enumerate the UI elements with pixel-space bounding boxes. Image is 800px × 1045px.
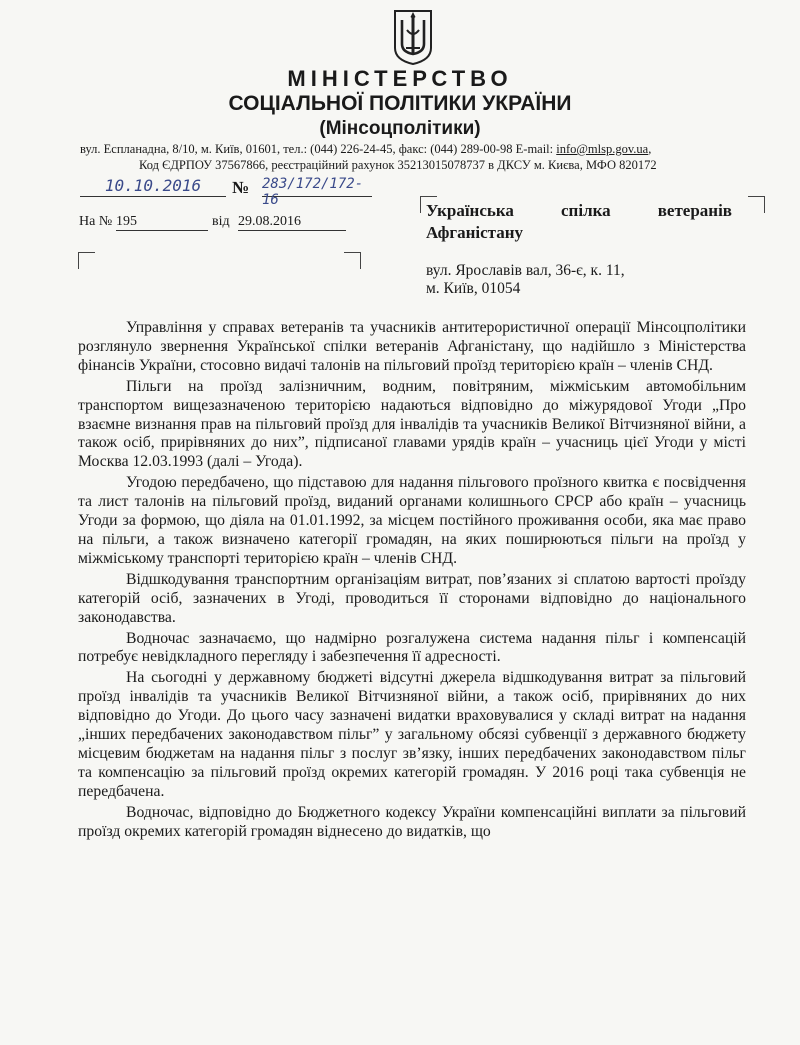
ministry-address: вул. Еспланадна, 8/10, м. Київ, 01601, тел.: (044) 226-24-45, факс: (044) 289-00-98 E-mail:	[80, 142, 557, 156]
body-paragraph: На сьогодні у державному бюджеті відсутні джерела відшкодування витрат за пільговий проїзд інвалідів та учасників Великої Вітчизняної війни, а також осіб, прирівняних до них відповідно до Угоди. До цього часу зазначені видатки враховувалися у складі витрат на надання „інших передбачених законодавством пільг” у загальному обсязі субвенції з державного бюджету місцевим бюджетам на надання пільг з послуг зв’язку, інших передбачених законодавством пільг та компенсацію за пільговий проїзд окремих категорій громадян. У 2016 році така субвенція не передбачена.	[78, 669, 746, 800]
body-paragraph: Управління у справах ветеранів та учасників антитерористичної операції Мінсоцполітики розглянуло звернення Української спілки ветеранів Афганістану, що надійшло з Міністерства фінансів України, стосовно видачі талонів на пільговий проїзд територією країн – членів СНД.	[78, 319, 746, 374]
letter-body	[78, 319, 746, 843]
ministry-email-link[interactable]: info@mlsp.gov.ua	[556, 142, 649, 156]
address-comma: ,	[648, 142, 652, 156]
trident-emblem-icon	[392, 8, 434, 66]
recipient-address-line1: вул. Ярославів вал, 36-є, к. 11,	[426, 262, 625, 279]
recipient-corner-right	[748, 196, 765, 213]
ministry-contacts	[80, 142, 651, 157]
body-paragraph: Відшкодування транспортним організаціям витрат, пов’язаних зі сплатою вартості проїзду категорій осіб, зазначених в Угоді, проводиться її сторонами відповідно до національного законодавства.	[78, 570, 746, 626]
ministry-title-line2: СОЦІАЛЬНОЇ ПОЛІТИКИ УКРАЇНИ	[228, 92, 572, 115]
recipient-address-line2: м. Київ, 01054	[426, 280, 521, 297]
ministry-title-line1: МІНІСТЕРСТВО	[287, 66, 513, 91]
ministry-title-short: (Мінсоцполітики)	[319, 118, 481, 139]
incoming-number: 195	[116, 214, 208, 231]
ministry-bank-details: Код ЄДРПОУ 37567866, реєстраційний рахунок 35213015078737 в ДКСУ м. Києва, МФО 820172	[139, 158, 657, 172]
outgoing-number-label: №	[232, 178, 250, 197]
body-paragraph: Водночас, відповідно до Бюджетного кодексу України компенсаційні виплати за пільговий проїзд окремих категорій громадян віднесено до видатків, що	[78, 803, 746, 840]
recipient-name: Українська спілка ветеранів Афганістану	[426, 201, 732, 242]
incoming-date-label: від	[212, 214, 230, 229]
body-paragraph: Угодою передбачено, що підставою для надання пільгового проїзного квитка є посвідчення та лист талонів на пільговий проїзд, виданий органами колишнього СРСР або країн – учасниць Угоди за формою, що діяла на 01.01.1992, за місцем постійного проживання особи, яка має право на пільги, а також визначено категорії громадян, на яких поширюються пільги на проїзд у міжміському транспорті територією країн – членів СНД.	[78, 474, 746, 567]
incoming-number-label: На №	[79, 214, 113, 229]
address-field-corner-right	[344, 252, 361, 269]
outgoing-number: 283/172/172-16	[262, 176, 372, 197]
incoming-date: 29.08.2016	[238, 214, 346, 231]
body-paragraph: Водночас зазначаємо, що надмірно розгалужена система надання пільг і компенсацій потребує невідкладного перегляду і забезпечення її адресності.	[78, 629, 746, 666]
outgoing-date: 10.10.2016	[80, 176, 226, 197]
body-paragraph: Пільги на проїзд залізничним, водним, повітряним, міжміським автомобільним транспортом вищезазначеною територією надаються відповідно до міжурядової Угоди „Про взаємне визнання прав на пільговий проїзд для інвалідів та учасників Великої Вітчизняної війни, а також осіб, прирівняних до них”, підписаної главами урядів країн – учасниць цієї Угоди у місті Москва 12.03.1993 (далі – Угода).	[78, 377, 746, 471]
address-field-corner-left	[78, 252, 95, 269]
